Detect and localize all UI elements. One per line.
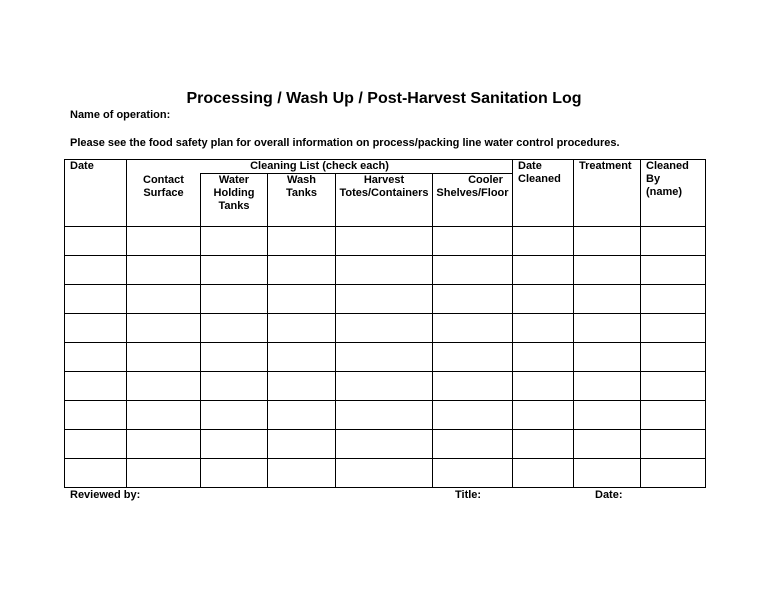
cell-cooler-shelves[interactable] [433, 430, 513, 459]
cell-contact-surface[interactable] [127, 430, 201, 459]
cell-cleaned-by[interactable] [641, 430, 706, 459]
cell-date-cleaned[interactable] [513, 372, 574, 401]
cell-date[interactable] [65, 430, 127, 459]
cell-date-cleaned[interactable] [513, 256, 574, 285]
cell-treatment[interactable] [574, 459, 641, 488]
cleaning-item-line2: Shelves/Floor [436, 187, 509, 199]
cleaning-item-line1: Wash [287, 174, 316, 186]
cell-water-holding-tanks[interactable] [201, 343, 268, 372]
table-row [65, 256, 706, 285]
cleaning-item-harvest-totes [336, 174, 433, 227]
cell-wash-tanks[interactable] [268, 256, 336, 285]
cleaning-item-contact-surface [127, 174, 201, 227]
cell-harvest-totes[interactable] [336, 343, 433, 372]
cell-contact-surface[interactable] [127, 285, 201, 314]
cleaned-by-line2: By [646, 173, 661, 185]
cell-wash-tanks[interactable] [268, 343, 336, 372]
cell-water-holding-tanks[interactable] [201, 314, 268, 343]
cleaning-list-header: Cleaning List (check each) [127, 160, 513, 174]
cell-harvest-totes[interactable] [336, 227, 433, 256]
cell-cooler-shelves[interactable] [433, 343, 513, 372]
cell-treatment[interactable] [574, 314, 641, 343]
cell-date[interactable] [65, 256, 127, 285]
cleaned-by-line3: (name) [646, 186, 683, 198]
cell-date-cleaned[interactable] [513, 401, 574, 430]
table-row [65, 314, 706, 343]
cell-treatment[interactable] [574, 430, 641, 459]
cell-treatment[interactable] [574, 401, 641, 430]
cell-water-holding-tanks[interactable] [201, 256, 268, 285]
cell-harvest-totes[interactable] [336, 372, 433, 401]
cell-water-holding-tanks[interactable] [201, 430, 268, 459]
cell-treatment[interactable] [574, 343, 641, 372]
cell-treatment[interactable] [574, 256, 641, 285]
title-label: Title: [455, 489, 482, 501]
cleaning-item-line1: Harvest [363, 174, 405, 186]
table-row [65, 372, 706, 401]
cell-date-cleaned[interactable] [513, 430, 574, 459]
cell-cooler-shelves[interactable] [433, 401, 513, 430]
cleaning-item-line2: Totes/Containers [339, 187, 429, 199]
cell-water-holding-tanks[interactable] [201, 227, 268, 256]
cell-date-cleaned[interactable] [513, 227, 574, 256]
cleaning-item-line1: Water [218, 174, 250, 186]
cell-cooler-shelves[interactable] [433, 256, 513, 285]
cell-cooler-shelves[interactable] [433, 285, 513, 314]
cell-date[interactable] [65, 401, 127, 430]
cell-water-holding-tanks[interactable] [201, 285, 268, 314]
table-row [65, 285, 706, 314]
cell-cooler-shelves[interactable] [433, 372, 513, 401]
table-row [65, 430, 706, 459]
page-title-text: Processing / Wash Up / Post-Harvest Sanitation Log [186, 90, 582, 107]
cleaning-item-wash-tanks [268, 174, 336, 227]
cell-cleaned-by[interactable] [641, 372, 706, 401]
cell-contact-surface[interactable] [127, 459, 201, 488]
cell-date-cleaned[interactable] [513, 343, 574, 372]
cell-cleaned-by[interactable] [641, 401, 706, 430]
cleaning-item-water-holding-tanks [201, 174, 268, 227]
table-row [65, 401, 706, 430]
cell-harvest-totes[interactable] [336, 285, 433, 314]
cell-contact-surface[interactable] [127, 256, 201, 285]
cell-wash-tanks[interactable] [268, 430, 336, 459]
cell-cooler-shelves[interactable] [433, 314, 513, 343]
cell-water-holding-tanks[interactable] [201, 372, 268, 401]
name-of-operation-label: Name of operation: [70, 109, 171, 121]
cell-date[interactable] [65, 372, 127, 401]
cleaning-item-line1: Cooler [468, 174, 503, 186]
cell-harvest-totes[interactable] [336, 256, 433, 285]
cell-cleaned-by[interactable] [641, 256, 706, 285]
cell-contact-surface[interactable] [127, 343, 201, 372]
cell-treatment[interactable] [574, 372, 641, 401]
cell-contact-surface[interactable] [127, 314, 201, 343]
cell-water-holding-tanks[interactable] [201, 401, 268, 430]
date-cleaned-header [513, 160, 574, 227]
cleaned-by-header [641, 160, 706, 227]
cell-harvest-totes[interactable] [336, 314, 433, 343]
cell-wash-tanks[interactable] [268, 314, 336, 343]
cell-cleaned-by[interactable] [641, 227, 706, 256]
page-title [0, 89, 768, 109]
cleaning-item-line2: Surface [143, 186, 184, 199]
cell-cleaned-by[interactable] [641, 314, 706, 343]
cell-contact-surface[interactable] [127, 372, 201, 401]
cell-treatment[interactable] [574, 227, 641, 256]
cleaning-item-line2: Tanks [286, 187, 317, 199]
cell-cooler-shelves[interactable] [433, 227, 513, 256]
cell-date[interactable] [65, 285, 127, 314]
table-header-row [65, 160, 706, 174]
cell-harvest-totes[interactable] [336, 401, 433, 430]
table-row [65, 227, 706, 256]
cleaning-item-cooler-shelves [433, 174, 513, 227]
cell-wash-tanks[interactable] [268, 285, 336, 314]
cell-date[interactable] [65, 314, 127, 343]
treatment-header: Treatment [574, 160, 641, 227]
cell-date[interactable] [65, 227, 127, 256]
cell-wash-tanks[interactable] [268, 401, 336, 430]
cleaning-item-line3: Tanks [218, 200, 250, 212]
instructions-text: Please see the food safety plan for overall information on process/packing line water control procedures. [70, 137, 620, 149]
cell-wash-tanks[interactable] [268, 227, 336, 256]
date-cleaned-line1: Date [518, 160, 542, 172]
cell-harvest-totes[interactable] [336, 430, 433, 459]
cell-wash-tanks[interactable] [268, 459, 336, 488]
date-header: Date [65, 160, 127, 227]
cell-cleaned-by[interactable] [641, 459, 706, 488]
table-row [65, 459, 706, 488]
cell-cleaned-by[interactable] [641, 343, 706, 372]
cell-date[interactable] [65, 459, 127, 488]
sanitation-log-table [64, 159, 706, 488]
cell-cleaned-by[interactable] [641, 285, 706, 314]
cell-water-holding-tanks[interactable] [201, 459, 268, 488]
cell-wash-tanks[interactable] [268, 372, 336, 401]
cell-contact-surface[interactable] [127, 401, 201, 430]
cleaning-item-line1: Contact [143, 173, 184, 186]
cleaned-by-line1: Cleaned [646, 160, 689, 172]
cell-date-cleaned[interactable] [513, 459, 574, 488]
cell-date-cleaned[interactable] [513, 314, 574, 343]
cell-date[interactable] [65, 343, 127, 372]
cell-cooler-shelves[interactable] [433, 459, 513, 488]
date-cleaned-line2: Cleaned [518, 173, 561, 185]
date-label: Date: [595, 489, 623, 501]
cell-date-cleaned[interactable] [513, 285, 574, 314]
cleaning-item-line2: Holding [213, 187, 255, 199]
cell-treatment[interactable] [574, 285, 641, 314]
reviewed-by-label: Reviewed by: [70, 489, 141, 501]
table-body [65, 227, 706, 488]
cell-harvest-totes[interactable] [336, 459, 433, 488]
table-row [65, 343, 706, 372]
cell-contact-surface[interactable] [127, 227, 201, 256]
